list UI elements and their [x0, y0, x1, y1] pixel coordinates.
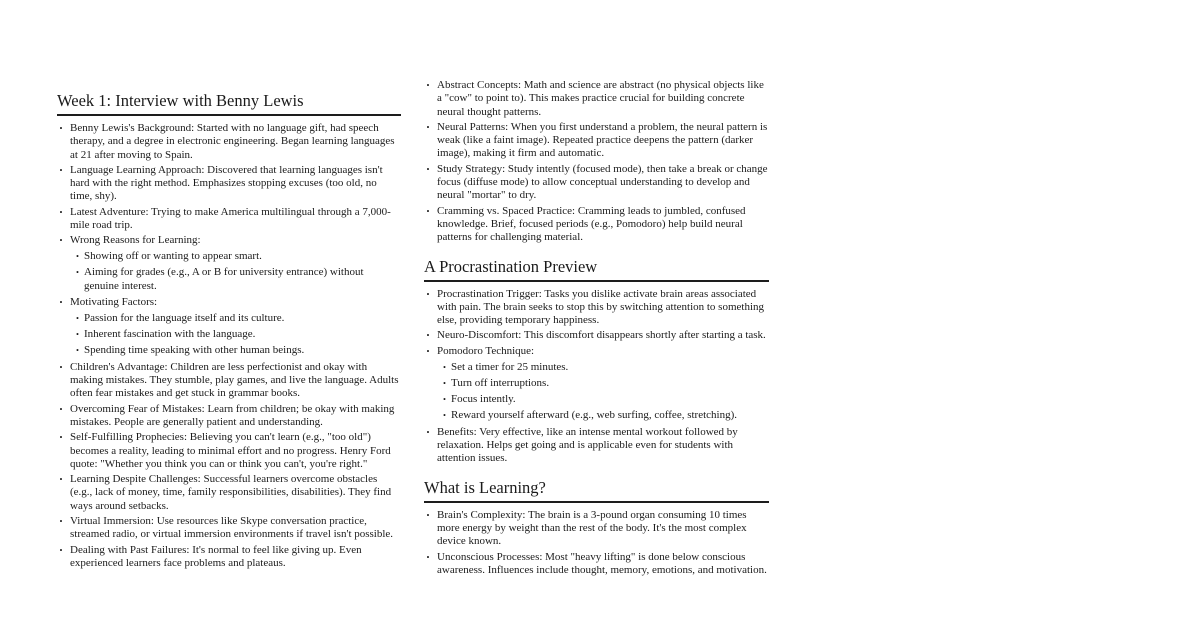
bullet-text: Virtual Immersion: Use resources like Skype conversation practice, streamed radio, or virtual immersion environments if travel isn't possible.	[70, 515, 394, 541]
bullet-text: Language Learning Approach: Discovered that learning languages isn't hard with the right method. Emphasizes stopping excuses (too old, no time, shy).	[70, 163, 383, 203]
bullet-item	[57, 473, 401, 513]
bullet-text: Study Strategy: Study intently (focused mode), then take a break or change focus (diffuse mode) to allow conceptual understanding to develop and neural "mortar" to dry.	[437, 162, 768, 202]
sub-bullet-item	[70, 250, 401, 263]
bullet-item	[424, 509, 769, 549]
sub-bullet-text: Inherent fascination with the language.	[84, 328, 256, 341]
bullet-item	[57, 122, 401, 162]
bullet-text: Overcoming Fear of Mistakes: Learn from children; be okay with making mistakes. People are generally patient and understanding.	[70, 402, 395, 428]
section-rule	[424, 501, 769, 503]
sub-bullet-text: Reward yourself afterward (e.g., web surfing, coffee, stretching).	[451, 409, 737, 422]
left-column	[57, 91, 401, 572]
sub-bullet-item	[437, 393, 769, 406]
bullet-item	[57, 361, 401, 401]
bullet-item	[57, 206, 401, 233]
sub-bullet-text: Aiming for grades (e.g., A or B for university entrance) without genuine interest.	[84, 266, 364, 292]
sub-bullet-text: Focus intently.	[451, 393, 516, 406]
right-column	[424, 79, 769, 579]
bullet-text: Brain's Complexity: The brain is a 3-pound organ consuming 10 times more energy by weight than the rest of the body. It's the most complex device known.	[437, 508, 747, 548]
bullet-item	[424, 288, 769, 328]
sub-bullet-text: Showing off or wanting to appear smart.	[84, 250, 262, 263]
sub-bullet-text: Spending time speaking with other human beings.	[84, 344, 305, 357]
bullet-item	[424, 345, 769, 423]
bullet-text: Pomodoro Technique:	[437, 344, 535, 357]
bullet-text: Latest Adventure: Trying to make America multilingual through a 7,000-mile road trip.	[70, 205, 391, 232]
bullet-text: Neuro-Discomfort: This discomfort disappears shortly after starting a task.	[437, 329, 766, 342]
bullet-text: Dealing with Past Failures: It's normal to feel like giving up. Even experienced learners face problems and plateaus.	[70, 543, 362, 569]
sub-bullet-item	[437, 377, 769, 390]
bullet-text: Benefits: Very effective, like an intense mental workout followed by relaxation. Helps get going and is applicable even for students with attention issues.	[437, 425, 738, 465]
bullet-item	[57, 296, 401, 358]
section	[424, 478, 769, 577]
bullet-text: Learning Despite Challenges: Successful learners overcome obstacles (e.g., lack of money, time, family responsibilities, disabilities). They find ways around setbacks.	[70, 473, 392, 512]
section	[424, 257, 769, 466]
section-title: A Procrastination Preview	[424, 256, 598, 276]
sub-bullet-item	[70, 266, 401, 293]
sub-bullet-item	[437, 409, 769, 422]
sub-bullet-list	[70, 250, 401, 293]
bullet-text: Procrastination Trigger: Tasks you dislike activate brain areas associated with pain. The brain seeks to stop this by switching attention to something else, providing temporary happiness.	[437, 287, 765, 327]
bullet-item	[57, 234, 401, 293]
bullet-item	[424, 205, 769, 245]
bullet-text: Cramming vs. Spaced Practice: Cramming leads to jumbled, confused knowledge. Brief, focused periods (e.g., Pomodoro) help build neural patterns for challenging material.	[437, 204, 746, 244]
bullet-item	[57, 403, 401, 430]
section	[57, 91, 401, 570]
section	[424, 79, 769, 245]
sub-bullet-text: Passion for the language itself and its culture.	[84, 311, 285, 324]
sub-bullet-item	[70, 312, 401, 325]
sub-bullet-item	[70, 328, 401, 341]
bullet-item	[424, 426, 769, 466]
bullet-text: Wrong Reasons for Learning:	[70, 234, 201, 247]
bullet-item	[57, 164, 401, 204]
sub-bullet-list	[437, 361, 769, 423]
bullet-item	[424, 163, 769, 203]
bullet-item	[424, 79, 769, 119]
section-title: What is Learning?	[424, 477, 546, 497]
bullet-list	[424, 509, 769, 577]
sub-bullet-text: Set a timer for 25 minutes.	[451, 360, 569, 373]
bullet-item	[424, 121, 769, 161]
bullet-text: Unconscious Processes: Most "heavy lifting" is done below conscious awareness. Influences include thought, memory, emotions, and motivation.	[437, 550, 767, 576]
bullet-text: Children's Advantage: Children are less perfectionist and okay with making mistakes. They stumble, play games, and live the language. Adults often fear mistakes and get stuck in grammar books.	[70, 360, 399, 400]
bullet-text: Abstract Concepts: Math and science are abstract (no physical objects like a "cow" to point to). This makes practice crucial for building concrete neural thought patterns.	[437, 79, 764, 118]
section-rule	[424, 280, 769, 282]
bullet-item	[57, 431, 401, 471]
bullet-list	[57, 122, 401, 570]
bullet-item	[424, 329, 769, 342]
bullet-item	[57, 515, 401, 542]
sub-bullet-item	[70, 344, 401, 357]
bullet-list	[424, 288, 769, 466]
bullet-list	[424, 79, 769, 245]
sub-bullet-text: Turn off interruptions.	[451, 376, 550, 389]
bullet-item	[424, 551, 769, 578]
section-title: Week 1: Interview with Benny Lewis	[57, 91, 304, 110]
bullet-text: Neural Patterns: When you first understand a problem, the neural pattern is weak (like a faint image). Repeated practice deepens the pattern (darker image), making it firm and automatic.	[437, 120, 768, 160]
bullet-item	[57, 544, 401, 571]
sub-bullet-item	[437, 361, 769, 374]
bullet-text: Benny Lewis's Background: Started with no language gift, had speech therapy, and a degree in electronic engineering. Began learning languages at 21 after moving to Spain.	[70, 122, 395, 161]
sub-bullet-list	[70, 312, 401, 358]
bullet-text: Self-Fulfilling Prophecies: Believing you can't learn (e.g., "too old") becomes a reality, leading to minimal effort and no progress. Henry Ford quote: "Whether you think you can or think you can't, you're right."	[70, 431, 391, 470]
bullet-text: Motivating Factors:	[70, 296, 158, 309]
section-rule	[57, 114, 401, 116]
